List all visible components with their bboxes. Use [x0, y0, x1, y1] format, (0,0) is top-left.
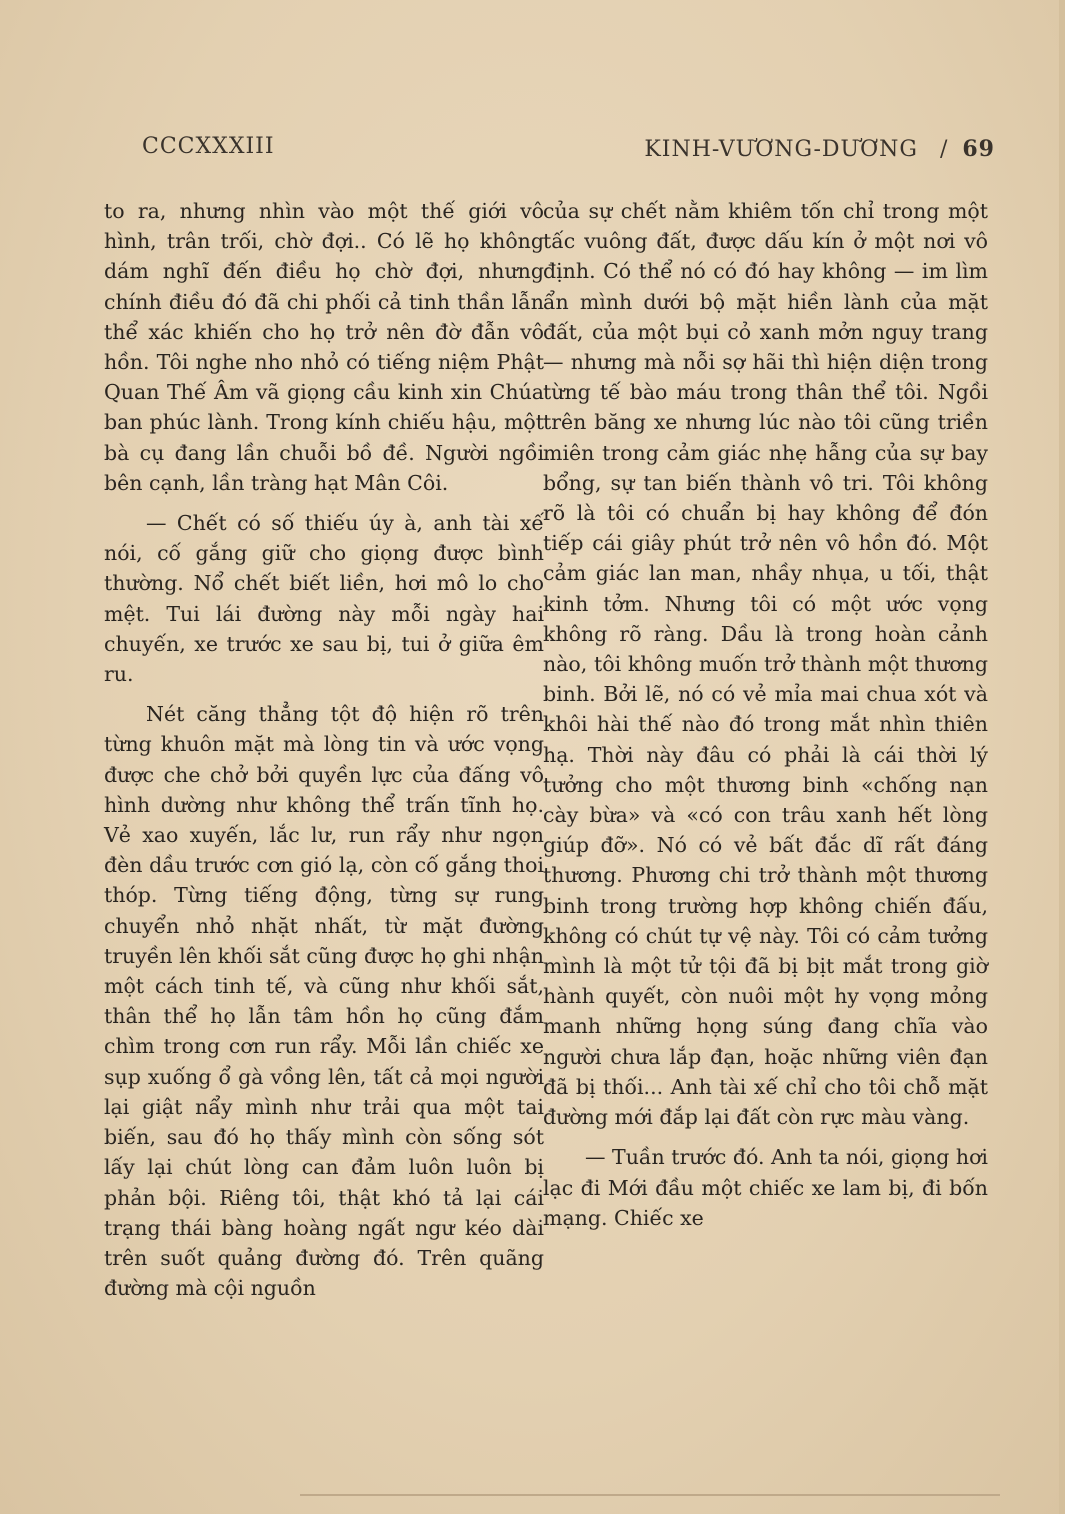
header-title: KINH-VƯƠNG-DƯƠNG	[644, 137, 918, 162]
header-right	[644, 136, 995, 162]
paragraph: của sự chết nằm khiêm tốn chỉ trong một tấc vuông đất, được dấu kín ở một nơi vô định. Có thể nó có đó hay không — im lìm ẩn mình dưới bộ mặt hiền lành của mặt đất, của một bụi cỏ xanh mởn nguy trang — nhưng mà nỗi sợ hãi thì hiện diện trong từng tế bào máu trong thân thể tôi. Ngồi trên băng xe nhưng lúc nào tôi cũng triền miên trong cảm giác nhẹ hẫng của sự bay bổng, sự tan biến thành vô tri. Tôi không rõ là tôi có chuẩn bị hay không để đón tiếp cái giây phút trở nên vô hồn đó. Một cảm giác lan man, nhầy nhụa, u tối, thật kinh tởm. Nhưng tôi có một ước vọng không rõ ràng. Dầu là trong hoàn cảnh nào, tôi không muốn trở thành một thương binh. Bởi lẽ, nó có vẻ mỉa mai chua xót và khôi hài thế nào đó trong mắt nhìn thiên hạ. Thời này đâu có phải là cái thời lý tưởng cho một thương binh «chống nạn cày bừa» và «có con trâu xanh hết lòng giúp đỡ». Nó có vẻ bất đắc dĩ rất đáng thương. Phương chi trở thành một thương binh trong trường hợp không chiến đấu, không có chút tự vệ này. Tôi có cảm tưởng mình là một tử tội đã bị bịt mắt trong giờ hành quyết, còn nuôi một hy vọng mỏng manh những họng súng đang chĩa vào người chưa lắp đạn, hoặc những viên đạn đã bị thối... Anh tài xế chỉ cho tôi chỗ mặt đường mới đắp lại đất còn rực màu vàng.	[543, 199, 988, 1130]
page-bottom-edge	[300, 1494, 1000, 1496]
paragraph: — Tuần trước đó. Anh ta nói, giọng hơi lạc đi Mới đầu một chiếc xe lam bị, đi bốn mạng. Chiếc xe	[543, 1145, 988, 1230]
paragraph: — Chết có số thiếu úy à, anh tài xế nói, cố gắng giữ cho giọng được bình thường. Nổ chết biết liền, hơi mô lo cho mệt. Tui lái đường này mỗi ngày hai chuyến, xe trước xe sau bị, tui ở giữa êm ru.	[104, 511, 544, 687]
left-column	[104, 196, 544, 1303]
header-separator: /	[939, 137, 949, 162]
running-header	[142, 128, 995, 168]
page-right-edge	[1059, 0, 1065, 1514]
paragraph: Nét căng thẳng tột độ hiện rõ trên từng khuôn mặt mà lòng tin và ước vọng được che chở bởi quyền lực của đấng vô hình dường như không thể trấn tĩnh họ. Vẻ xao xuyến, lắc lư, run rẩy như ngọn đèn dầu trước cơn gió lạ, còn cố gắng thoi thóp. Từng tiếng động, từng sự rung chuyển nhỏ nhặt nhất, từ mặt đường truyền lên khối sắt cũng được họ ghi nhận một cách tinh tế, và cũng như khối sắt, thân thể họ lẫn tâm hồn họ cũng đắm chìm trong cơn run rẩy. Mỗi lần chiếc xe sụp xuống ổ gà vồng lên, tất cả mọi người lại giật nẩy mình như trải qua một tai biến, sau đó họ thấy mình còn sống sót lấy lại chút lòng can đảm luôn luôn bị phản bội. Riêng tôi, thật khó tả lại cái trạng thái bàng hoàng ngất ngư kéo dài trên suốt quảng đường đó. Trên quãng đường mà cội nguồn	[104, 702, 544, 1301]
paragraph: to ra, nhưng nhìn vào một thế giới vô hình, trân trối, chờ đợi.. Có lẽ họ không dám nghĩ đến điều họ chờ đợi, nhưng chính điều đó đã chi phối cả tinh thần lẫn thể xác khiến cho họ trở nên đờ đẫn vô hồn. Tôi nghe nho nhỏ có tiếng niệm Phật Quan Thế Âm vã giọng cầu kinh xin Chúa ban phúc lành. Trong kính chiếu hậu, một bà cụ đang lần chuỗi bồ đề. Người ngồi bên cạnh, lần tràng hạt Mân Côi.	[104, 199, 544, 495]
header-left-numeral: CCCXXXIII	[142, 134, 275, 159]
right-column	[543, 196, 988, 1233]
page-number: 69	[962, 136, 995, 162]
